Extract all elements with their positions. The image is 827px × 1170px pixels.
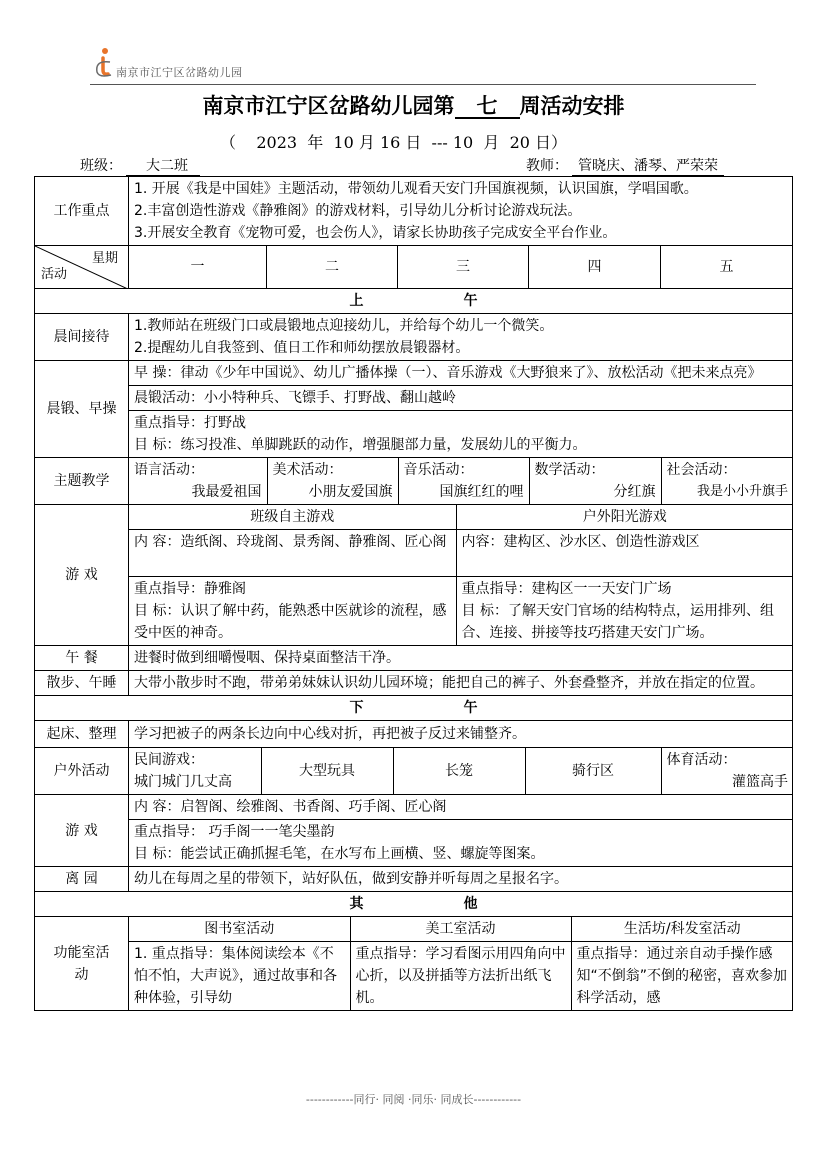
- wake-row: [35, 721, 793, 748]
- function-room-content: [129, 917, 793, 1011]
- section-title-char: 他: [463, 896, 478, 912]
- games-label: 游 戏: [35, 505, 129, 646]
- section-title-char: 下: [349, 700, 364, 716]
- page-footer: ------------同行· 同阅 ·同乐· 同成长------------: [305, 1093, 522, 1106]
- theme-activity-cell: [398, 458, 529, 504]
- leave-row: [35, 867, 793, 892]
- games-content: [129, 505, 793, 646]
- exercise-focus-block: [129, 410, 792, 456]
- page-header: [90, 44, 756, 85]
- outdoor-games-title: 户外阳光游戏: [456, 505, 793, 530]
- activity-name: 我是小小升旗手: [696, 484, 788, 499]
- work-focus-line: 1. 开展《我是中国娃》主题活动，带领幼儿观看天安门升国旗视频，认识国旗，学唱国歌。: [134, 181, 698, 197]
- library-title: 图书室活动: [204, 921, 275, 937]
- activity-name: 小朋友爱国旗: [308, 484, 393, 500]
- nap-label: 散步、午睡: [35, 671, 129, 696]
- large-toys-cell: 大型玩具: [261, 748, 393, 794]
- afternoon-games-label: 游 戏: [35, 795, 129, 867]
- teacher-line: [526, 155, 724, 176]
- leave-label: 离 园: [35, 867, 129, 892]
- section-title-char: 其: [349, 896, 364, 912]
- week-number: 七: [455, 95, 520, 119]
- work-focus-label: 工作重点: [35, 177, 129, 246]
- activity-name: 我最爱祖国: [191, 484, 262, 500]
- morning-exercise-text: 早 操：律动《少年中国说》、幼儿广播体操（一）、音乐游戏《大野狼来了》、放松活动《把未来点亮》: [134, 365, 762, 381]
- schedule-table: [34, 176, 793, 1011]
- activity-type: 民间游戏：: [134, 752, 204, 768]
- title-suffix: 周活动安排: [519, 93, 625, 118]
- morning-section-title: [35, 289, 793, 314]
- exercise-focus-text: 重点指导：打野战: [134, 415, 246, 431]
- nap-row: [35, 671, 793, 696]
- class-games-content: 内 容：造纸阁、玲珑阁、景秀阁、静雅阁、匠心阁: [129, 530, 456, 577]
- class-games-focus: 重点指导：静雅阁: [134, 581, 246, 597]
- outdoor-content: [129, 748, 793, 795]
- outdoor-games-goal: 目 标：了解天安门官场的结构特点，运用排列、组合、连接、拼接等技巧搭建天安门广场。: [461, 603, 774, 641]
- reception-line: 1.教师站在班级门口或晨锻地点迎接幼儿，并给每个幼儿一个微笑。: [134, 318, 554, 334]
- games-row: [35, 505, 793, 646]
- work-focus-content: [129, 177, 793, 246]
- function-room-label-text: 功能室活动: [53, 944, 110, 983]
- afternoon-games-focus: 重点指导： 巧手阁一一笔尖墨韵: [134, 824, 335, 840]
- class-value: 大二班: [126, 155, 200, 176]
- activity-name: 分红旗: [613, 484, 656, 500]
- theme-activity-cell: [129, 458, 267, 504]
- outdoor-inner-table: [129, 748, 793, 794]
- afternoon-section-title: [35, 696, 793, 721]
- activity-name: 城门城门几丈高: [134, 774, 232, 790]
- reception-content: [129, 314, 793, 361]
- class-games-goal: 目 标：认识了解中药，能熟悉中医就诊的流程，感受中医的神奇。: [134, 603, 447, 641]
- library-content: 1. 重点指导：集体阅读绘本《不怕不怕，大声说》，通过故事和各种体验，引导幼: [129, 942, 350, 1011]
- theme-activity-cell: [267, 458, 398, 504]
- section-title-char: 上: [349, 293, 364, 309]
- art-room-title: 美工室活动: [350, 917, 571, 942]
- work-focus-row: [35, 177, 793, 246]
- day-thursday: 四: [529, 246, 661, 289]
- class-line: [80, 155, 200, 176]
- theme-teaching-row: [35, 458, 793, 505]
- outdoor-games-guidance: [456, 577, 793, 646]
- nap-content: 大带小散步时不跑，带弟弟妹妹认识幼儿园环境；能把自己的裤子、外套叠整齐，并放在指定的位置。: [129, 671, 793, 696]
- lunch-row: [35, 646, 793, 671]
- games-inner-table: [129, 505, 793, 645]
- wake-label: 起床、整理: [35, 721, 129, 748]
- art-room-content: 重点指导：学习看图示用四角向中心折，以及拼插等方法折出纸飞机。: [350, 942, 571, 1011]
- afternoon-games-goal: 目 标：能尝试正确抓握毛笔，在水写布上画横、竖、螺旋等图案。: [134, 846, 545, 862]
- work-focus-line: 3.开展安全教育《宠物可爱，也会伤人》，请家长协助孩子完成安全平台作业。: [134, 225, 617, 241]
- others-section-title: [35, 892, 793, 917]
- activity-type: 音乐活动：: [403, 462, 474, 478]
- week-header-row: [35, 246, 793, 289]
- wake-content: 学习把被子的两条长边向中心线对折，再把被子反过来铺整齐。: [129, 721, 793, 748]
- work-focus-line: 2.丰富创造性游戏《静雅阁》的游戏材料，引导幼儿分析讨论游戏玩法。: [134, 203, 582, 219]
- afternoon-section-row: [35, 696, 793, 721]
- function-room-table: [129, 917, 793, 1010]
- reception-line: 2.提醒幼儿自我签到、值日工作和师幼摆放晨锻器材。: [134, 340, 470, 356]
- pe-activity-cell: [661, 748, 793, 794]
- activity-type: 美术活动：: [272, 462, 343, 478]
- section-title-char: 午: [463, 293, 478, 309]
- day-monday: 一: [129, 246, 267, 289]
- outdoor-games-focus: 重点指导：建构区一一天安门广场: [461, 581, 672, 597]
- theme-teaching-content: [129, 458, 793, 505]
- outdoor-games-content: 内容：建构区、沙水区、创造性游戏区: [456, 530, 793, 577]
- teacher-value: 管晓庆、潘琴、严荣荣: [572, 155, 724, 176]
- theme-teaching-label: 主题教学: [35, 458, 129, 505]
- folk-game-cell: [129, 748, 261, 794]
- teacher-label: 教师：: [526, 158, 568, 174]
- riding-area-cell: 骑行区: [525, 748, 661, 794]
- outdoor-row: [35, 748, 793, 795]
- activity-type: 数学活动：: [534, 462, 605, 478]
- weekday-header-label: 星期: [91, 251, 118, 266]
- afternoon-games-guidance: [129, 819, 792, 865]
- school-name-small: 南京市江宁区岔路幼儿园: [116, 66, 243, 79]
- activity-name: 国旗红红的哩: [439, 484, 524, 500]
- section-title-char: 午: [463, 700, 478, 716]
- diagonal-header-cell: [35, 246, 129, 289]
- school-logo-icon: [92, 46, 114, 78]
- function-room-row: [35, 917, 793, 1011]
- activity-header-label: 活动: [41, 267, 68, 282]
- exercise-goal-text: 目 标：练习投准、单脚跳跃的动作，增强腿部力量，发展幼儿的平衡力。: [134, 437, 587, 453]
- others-section-row: [35, 892, 793, 917]
- exercise-content: [129, 361, 793, 458]
- leave-content: 幼儿在每周之星的带领下，站好队伍，做到安静并听每周之星报名字。: [129, 867, 793, 892]
- title-prefix: 南京市江宁区岔路幼儿园第: [202, 93, 455, 118]
- activity-type: 体育活动：: [666, 752, 737, 768]
- page-title: [0, 90, 827, 120]
- activity-name: 灌篮高手: [732, 774, 788, 790]
- class-label: 班级：: [80, 158, 122, 174]
- outdoor-label: 户外活动: [35, 748, 129, 795]
- exercise-row: [35, 361, 793, 458]
- function-room-label: [35, 917, 129, 1011]
- lunch-label: 午 餐: [35, 646, 129, 671]
- lunch-content: 进餐时做到细嚼慢咽、保持桌面整洁干净。: [129, 646, 793, 671]
- theme-activity-cell: [661, 458, 793, 504]
- exercise-activity-text: 晨锻活动：小小特种兵、飞镖手、打野战、翻山越岭: [129, 385, 792, 409]
- class-games-guidance: [129, 577, 456, 646]
- science-room-content: 重点指导：通过亲自动手操作感知“不倒翁”不倒的秘密，喜欢参加科学活动，感: [571, 942, 793, 1011]
- theme-activity-cell: [529, 458, 661, 504]
- morning-section-row: [35, 289, 793, 314]
- date-range: （ 2023 年 10 月 16 日 --- 10 月 20 日）: [220, 133, 568, 152]
- afternoon-games-content: [129, 795, 793, 867]
- activity-type: 语言活动：: [134, 462, 204, 478]
- activity-type: 社会活动：: [666, 462, 737, 478]
- science-room-title: 生活坊/科发室活动: [571, 917, 793, 942]
- exercise-label: 晨锻、早操: [35, 361, 129, 458]
- afternoon-games-text: 内 容：启智阁、绘雅阁、书香阁、巧手阁、匠心阁: [134, 799, 447, 815]
- class-games-title: 班级自主游戏: [250, 509, 335, 525]
- afternoon-games-row: [35, 795, 793, 867]
- theme-activities-table: [129, 458, 793, 504]
- day-wednesday: 三: [398, 246, 529, 289]
- reception-row: [35, 314, 793, 361]
- long-cage-cell: 长笼: [393, 748, 525, 794]
- day-tuesday: 二: [267, 246, 398, 289]
- day-friday: 五: [661, 246, 793, 289]
- reception-label: 晨间接待: [35, 314, 129, 361]
